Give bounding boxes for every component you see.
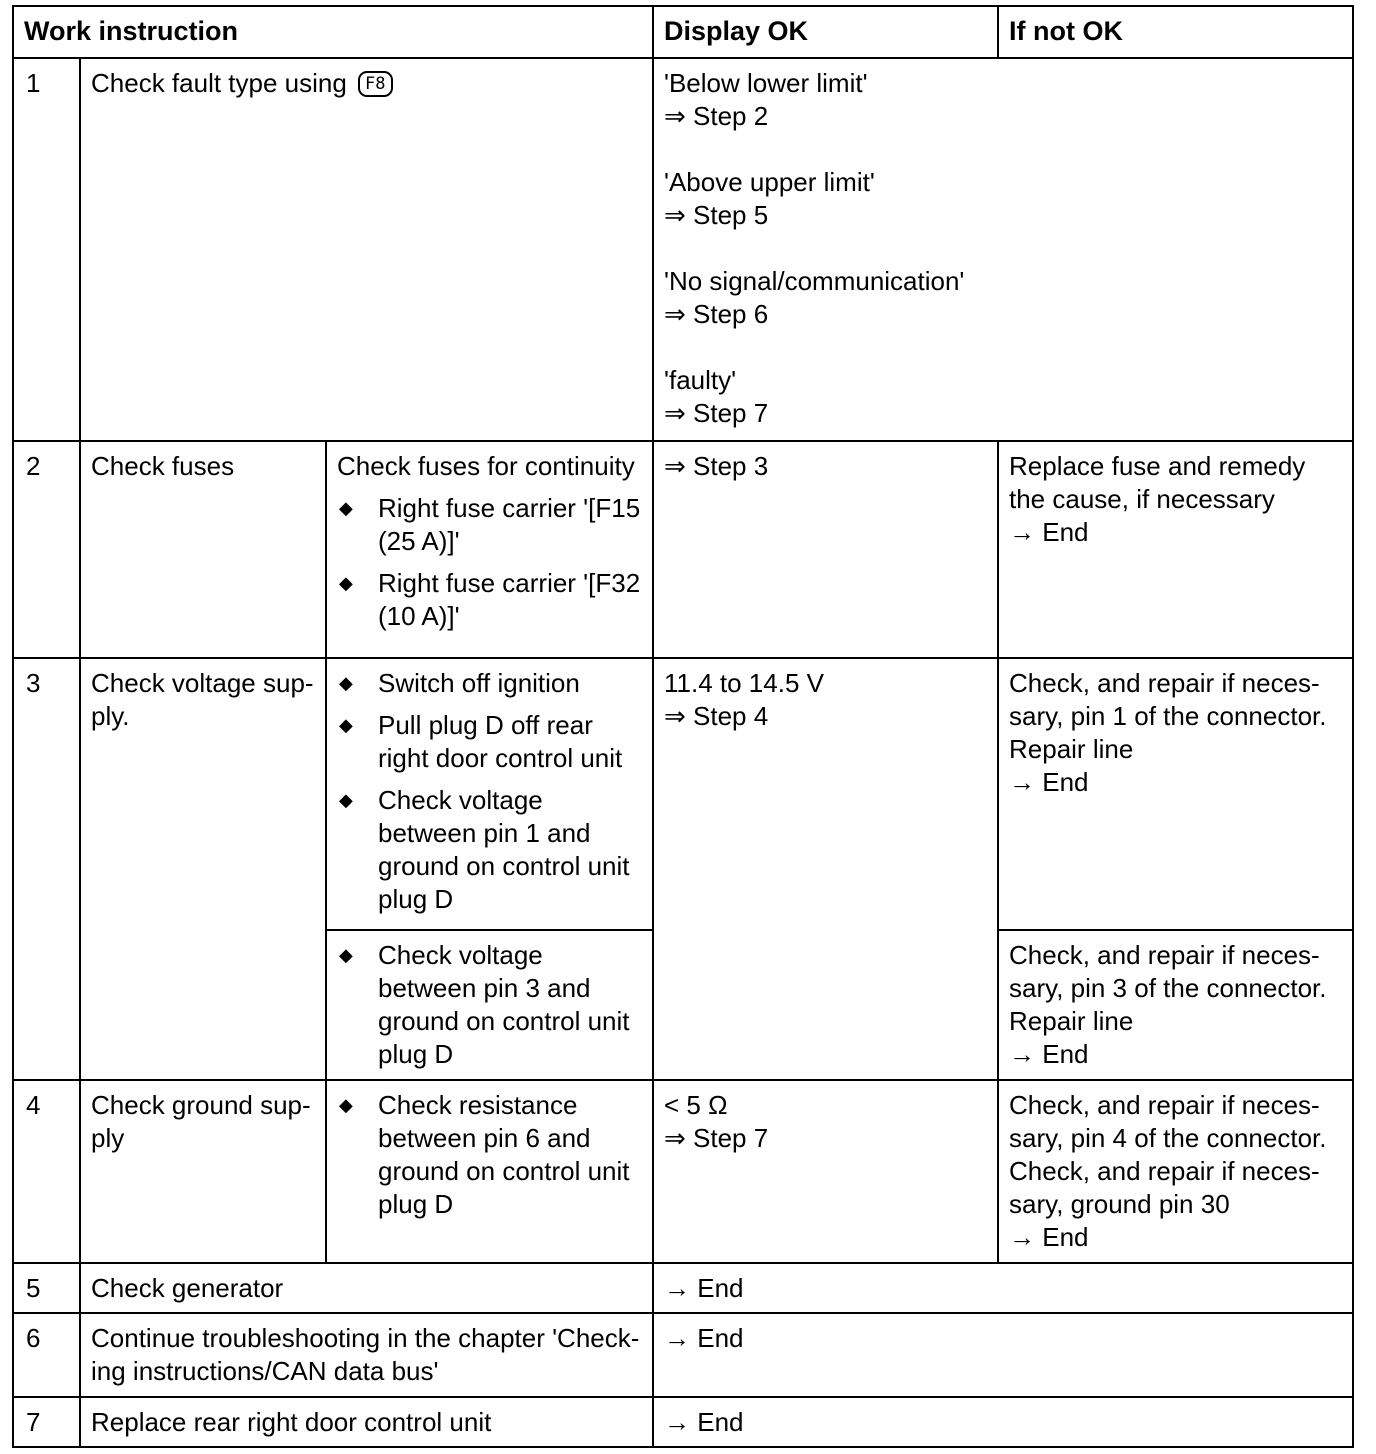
step-number: 1 (13, 58, 80, 441)
diamond-icon: ◆ (339, 573, 353, 593)
display-ok-cell: ⇒ Step 3 (653, 441, 998, 658)
display-ok-cell: → End (653, 1263, 1353, 1313)
table-row-1 (13, 58, 1353, 441)
instruction-cell: Check fuses (80, 441, 326, 658)
if-not-ok-cell: Replace fuse and remedy the cause, if necessary → End (998, 441, 1353, 658)
instruction-cell: Check ground sup-ply (80, 1080, 326, 1263)
step-number: 4 (13, 1080, 80, 1263)
instruction-text: Check fault type using (91, 68, 347, 98)
instruction-cell: Continue troubleshooting in the chapter 'Check-ing instructions/CAN data bus' (80, 1313, 653, 1397)
bullet-item: ◆ Right fuse carrier '[F32 (10 A)]' (339, 568, 641, 631)
bullet-item: ◆ Check voltage between pin 3 and ground on control unit plug D (339, 940, 630, 1069)
detail-cell (326, 441, 653, 658)
header-display-ok: Display OK (653, 6, 998, 58)
bullet-item: ◆ Pull plug D off rear right door control unit (339, 710, 623, 773)
detail-intro: Check fuses for continuity (337, 451, 635, 481)
detail-cell (326, 658, 653, 930)
table-row-6 (13, 1313, 1353, 1397)
bullet-item: ◆ Check voltage between pin 1 and ground on control unit plug D (339, 785, 630, 914)
step-number: 2 (13, 441, 80, 658)
if-not-ok-cell: Check, and repair if neces-sary, pin 4 of the connector. Check, and repair if neces-sary, ground pin 30 → End (998, 1080, 1353, 1263)
diamond-icon: ◆ (339, 1095, 353, 1115)
fault-type-result: ⇒ Step 6 (664, 299, 769, 329)
bullet-item: ◆ Right fuse carrier '[F15 (25 A)]' (339, 493, 641, 556)
fault-type-label: 'Below lower limit' (664, 68, 868, 98)
step-number: 3 (13, 658, 80, 1080)
instruction-cell: Replace rear right door control unit (80, 1397, 653, 1447)
if-not-ok-cell: Check, and repair if neces-sary, pin 3 of the connector. Repair line → End (998, 930, 1353, 1080)
diamond-icon: ◆ (339, 715, 353, 735)
diamond-icon: ◆ (339, 498, 353, 518)
diamond-icon: ◆ (339, 790, 353, 810)
if-not-ok-cell: Check, and repair if neces-sary, pin 1 of the connector. Repair line → End (998, 658, 1353, 930)
table-row-5 (13, 1263, 1353, 1313)
header-row (13, 6, 1353, 58)
step-number: 7 (13, 1397, 80, 1447)
diamond-icon: ◆ (339, 673, 353, 693)
fault-type-label: 'faulty' (664, 365, 737, 395)
table-row-4 (13, 1080, 1353, 1263)
display-ok-cell: < 5 Ω ⇒ Step 7 (653, 1080, 998, 1263)
header-if-not-ok: If not OK (998, 6, 1353, 58)
table-row-2 (13, 441, 1353, 658)
detail-cell (326, 930, 653, 1080)
instruction-cell: Check voltage sup-ply. (80, 658, 326, 1080)
fault-type-result: ⇒ Step 2 (664, 101, 769, 131)
instruction-cell: Check generator (80, 1263, 653, 1313)
f8-key-icon: F8 (358, 71, 392, 97)
display-ok-cell: 11.4 to 14.5 V ⇒ Step 4 (653, 658, 998, 1080)
table-row-7 (13, 1397, 1353, 1447)
fault-type-result: ⇒ Step 7 (664, 398, 769, 428)
step-number: 6 (13, 1313, 80, 1397)
instruction-cell (80, 58, 653, 441)
table-row-3 (13, 658, 1353, 930)
display-ok-cell: → End (653, 1397, 1353, 1447)
work-instruction-table (12, 5, 1354, 1448)
display-ok-cell (653, 58, 1353, 441)
bullet-item: ◆ Check resistance between pin 6 and ground on control unit plug D (339, 1090, 630, 1219)
diamond-icon: ◆ (339, 945, 353, 965)
bullet-item: ◆ Switch off ignition (339, 668, 580, 698)
detail-cell (326, 1080, 653, 1263)
display-ok-cell: → End (653, 1313, 1353, 1397)
step-number: 5 (13, 1263, 80, 1313)
fault-type-result: ⇒ Step 5 (664, 200, 769, 230)
fault-type-label: 'No signal/communication' (664, 266, 965, 296)
fault-type-label: 'Above upper limit' (664, 167, 875, 197)
header-work-instruction: Work instruction (13, 6, 653, 58)
